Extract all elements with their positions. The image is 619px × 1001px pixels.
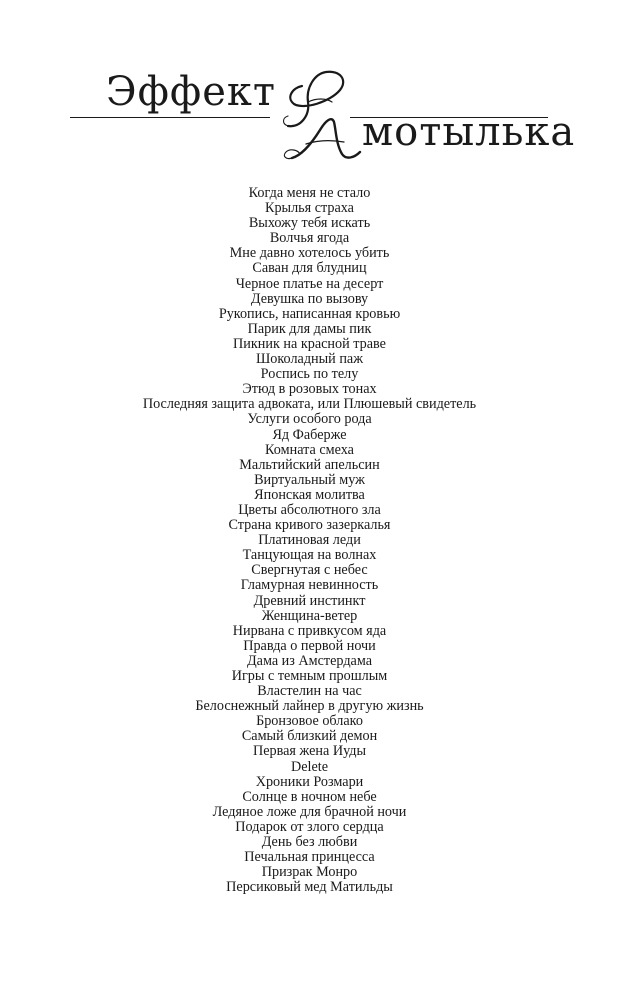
book-title: Виртуальный муж — [254, 471, 365, 488]
book-title: Танцующая на волнах — [242, 547, 377, 564]
book-title: Саван для блудниц — [252, 260, 367, 277]
book-title: Рукопись, написанная кровью — [218, 305, 401, 322]
book-title: Парик для дамы пик — [247, 320, 372, 337]
book-title: Белоснежный лайнер в другую жизнь — [195, 698, 424, 715]
header-rule-left — [70, 117, 270, 118]
book-title: Гламурная невинность — [240, 577, 379, 594]
book-title: Хроники Розмари — [255, 773, 364, 790]
book-title: День без любви — [261, 834, 358, 851]
book-title: Персиковый мед Матильды — [226, 879, 393, 896]
book-title: Роспись по телу — [260, 366, 359, 383]
book-title: Призрак Монро — [261, 864, 358, 881]
series-title-word-2: мотылька — [362, 109, 576, 155]
book-title: Дама из Амстердама — [246, 652, 373, 669]
book-title: Бронзовое облако — [256, 713, 363, 730]
book-title: Первая жена Иуды — [252, 743, 367, 760]
book-title: Выхожу тебя искать — [248, 215, 371, 232]
book-title: Яд Фаберже — [272, 426, 347, 443]
book-title: Игры с темным прошлым — [231, 668, 388, 684]
book-title: Правда о первой ночи — [243, 637, 376, 654]
book-title: Древний инстинкт — [253, 592, 366, 609]
book-title: Японская молитва — [254, 486, 365, 503]
book-title: Этюд в розовых тонах — [242, 381, 377, 398]
book-title: Шоколадный паж — [255, 351, 364, 368]
book-title: Мальтийский апельсин — [239, 456, 380, 473]
book-titles-list — [0, 186, 619, 895]
book-title: Последняя защита адвоката, или Плюшевый свидетель — [142, 396, 477, 413]
book-title: Самый близкий демон — [241, 728, 378, 745]
book-title: Мне давно хотелось убить — [229, 245, 390, 262]
book-title: Платиновая леди — [258, 532, 361, 549]
series-header — [0, 0, 619, 180]
book-title: Когда меня не стало — [248, 185, 371, 201]
book-title: Цветы абсолютного зла — [238, 501, 381, 518]
book-title: Черное платье на десерт — [235, 275, 384, 292]
book-title: Услуги особого рода — [247, 411, 372, 428]
book-title: Печальная принцесса — [244, 849, 375, 866]
series-title-word-1: Эффект — [106, 69, 277, 115]
book-title: Властелин на час — [257, 683, 362, 700]
book-title: Девушка по вызову — [250, 290, 369, 307]
book-title: Комната смеха — [265, 441, 354, 458]
book-title: Пикник на красной траве — [233, 335, 386, 352]
book-title: Delete — [290, 758, 329, 775]
book-title: Нирвана с привкусом яда — [232, 622, 387, 639]
book-title: Крылья страха — [265, 200, 354, 217]
author-monogram-logo — [270, 58, 370, 168]
book-title: Подарок от злого сердца — [235, 818, 384, 835]
book-title: Женщина-ветер — [261, 607, 358, 624]
book-title: Солнце в ночном небе — [242, 788, 377, 805]
book-title: Волчья ягода — [269, 230, 350, 247]
book-title: Страна кривого зазеркалья — [228, 517, 391, 534]
book-title: Свергнутая с небес — [251, 562, 368, 579]
book-title: Ледяное ложе для брачной ночи — [212, 803, 407, 820]
